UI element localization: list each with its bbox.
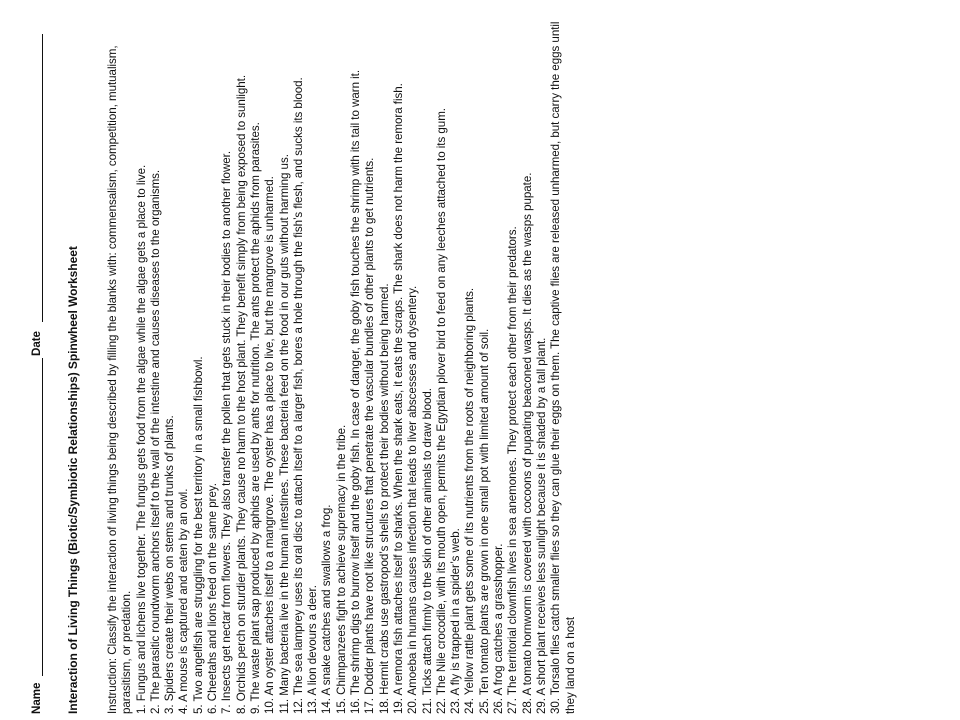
name-label: Name [30,682,43,714]
list-item: 18. Hermit crabs use gastropod’s shells to protect their bodies without being harmed. [377,283,391,714]
list-item: 15. Chimpanzees fight to achieve supremacy in the tribe. [334,424,348,714]
list-item: 17. Dodder plants have root like structures that penetrate the vascular bundles of other plants to get nutrients. [363,157,377,714]
list-item: 22. The Nile crocodile, with its mouth open, permits the Egyptian plover bird to feed on any leeches attached to its gum. [434,108,448,714]
item-list [135,4,578,714]
list-item: 3. Spiders create their webs on stems and trunks of plants. [163,415,177,714]
list-item: 23. A fly is trapped in a spider’s web. [449,528,463,714]
worksheet-body [106,4,578,714]
date-blank-line [42,34,43,322]
list-item: 13. A lion devours a deer. [306,585,320,714]
list-item: 9. The waste plant sap produced by aphids are used by ants for nutrition. The ants protect the aphids from parasites. [248,122,262,714]
list-item: 14. A snake catches and swallows a frog. [320,504,334,714]
list-item: 28. A tomato hornworm is covered with cocoons of pupating beaconed wasps. It dies as the wasps pupate. [520,172,534,714]
list-item: 6. Cheetahs and lions feed on the same prey. [206,483,220,714]
list-item: 5. Two angelfish are struggling for the best territory in a small fishbowl. [191,356,205,714]
list-item: 20. Amoeba in humans causes infection that leads to liver abscesses and dysentery. [406,285,420,714]
name-date-line [30,0,46,720]
list-item: 19. A remora fish attaches itself to sharks. When the shark eats, it eats the scraps. The shark does not harm the remora fish. [391,83,405,714]
list-item: 29. A short plant receives less sunlight because it is shaded by a tall plant. [534,337,548,714]
list-item: 10. An oyster attaches itself to a mangrove. The oyster has a place to live, but the mangrove is unharmed. [263,176,277,714]
list-item: 24. Yellow rattle plant gets some of its nutrients from the roots of neighboring plants. [463,287,477,714]
list-item: 12. The sea lamprey uses its oral disc to attach itself to a larger fish, bores a hole through the fish’s flesh, and sucks its blood. [291,77,305,714]
list-item: 11. Many bacteria live in the human intestines. These bacteria feed on the food in our guts without harming us. [277,154,291,714]
list-item: 26. A frog catches a grasshopper. [492,543,506,714]
list-item: 2. The parasitic roundworm anchors itself to the wall of the intestine and causes diseases to the organisms. [148,169,162,714]
list-item: 8. Orchids perch on sturdier plants. They cause no harm to the host plant. They benefit simply from being exposed to sunlight. [234,74,248,714]
date-label: Date [30,331,43,356]
list-item: 16. The shrimp digs to burrow itself and the goby fish. In case of danger, the goby fish touches the shrimp with its tail to warn it. [349,69,363,714]
instruction-text: Instruction: Classify the interaction of living things being described by filling the blanks with: commensalism, competition, mutualism, parasitism, or predation. [106,45,134,714]
list-item: 25. Ten tomato plants are grown in one small pot with limited amount of soil. [477,328,491,714]
name-blank-line [42,358,43,676]
list-item: 21. Ticks attach firmly to the skin of other animals to draw blood. [420,388,434,714]
worksheet-title: Interaction of Living Things (Biotic/Symbiotic Relationships) Spinwheel Worksheet [66,246,80,714]
list-item: 4. A mouse is captured and eaten by an owl. [177,488,191,714]
list-item: 30. Torsalo flies catch smaller flies so they can glue their eggs on them. The captive flies are released unharmed, but carry the eggs until they land on a host [549,21,577,714]
list-item: 7. Insects get nectar from flowers. They also transfer the pollen that gets stuck in their bodies to another flower. [220,150,234,714]
list-item: 27. The territorial clownfish lives in sea anemones. They protect each other from their predators. [506,226,520,714]
list-item: 1. Fungus and lichens live together. The fungus gets food from the algae while the algae gets a place to live. [134,164,148,714]
